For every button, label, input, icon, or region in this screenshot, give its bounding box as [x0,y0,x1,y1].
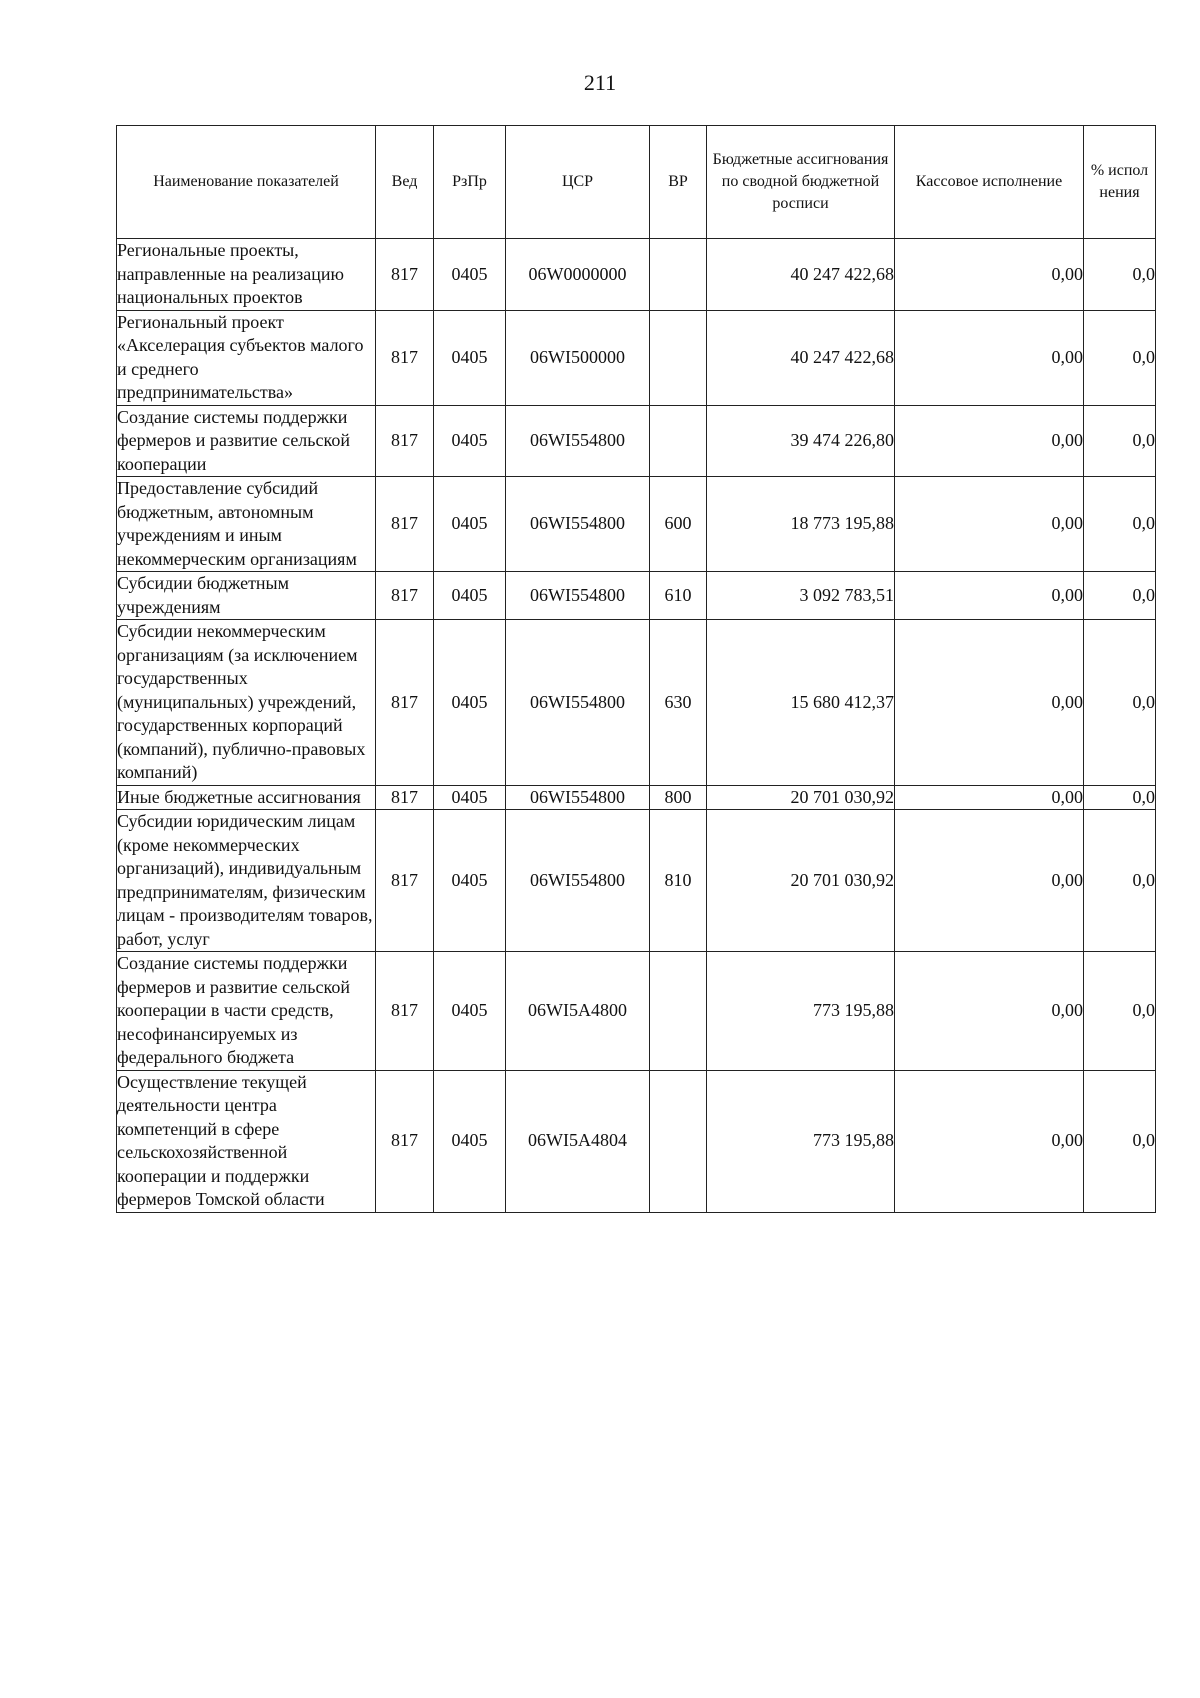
row-pct: 0,0 [1084,1070,1156,1212]
row-rzpr: 0405 [434,477,506,572]
row-name: Предоставление субсидий бюджетным, автономным учреждениям и иным некоммерческим организациям [117,477,376,572]
row-name: Региональные проекты, направленные на реализацию национальных проектов [117,239,376,311]
row-name: Создание системы поддержки фермеров и развитие сельской кооперации [117,405,376,477]
row-rzpr: 0405 [434,810,506,952]
row-csr: 06WI554800 [506,785,650,810]
row-cash: 0,00 [895,310,1084,405]
row-vr [650,310,707,405]
row-csr: 06WI554800 [506,810,650,952]
budget-table [116,125,1156,1213]
table-row [117,810,1156,952]
row-budget: 18 773 195,88 [707,477,895,572]
row-budget: 39 474 226,80 [707,405,895,477]
row-vr: 800 [650,785,707,810]
table-row [117,477,1156,572]
row-cash: 0,00 [895,620,1084,786]
table-row [117,310,1156,405]
table-header-row [117,126,1156,239]
row-budget: 20 701 030,92 [707,785,895,810]
table-row [117,405,1156,477]
row-rzpr: 0405 [434,785,506,810]
row-cash: 0,00 [895,1070,1084,1212]
row-ved: 817 [376,952,434,1071]
row-name: Создание системы поддержки фермеров и развитие сельской кооперации в части средств, несофинансируемых из федерального бюджета [117,952,376,1071]
table-row [117,239,1156,311]
row-rzpr: 0405 [434,310,506,405]
header-budget: Бюджетные ассигнования по сводной бюджетной росписи [707,126,895,239]
row-vr [650,1070,707,1212]
row-csr: 06WI554800 [506,405,650,477]
row-pct: 0,0 [1084,239,1156,311]
row-vr [650,952,707,1071]
row-ved: 817 [376,477,434,572]
row-ved: 817 [376,405,434,477]
row-vr: 610 [650,572,707,620]
header-ved: Вед [376,126,434,239]
row-budget: 3 092 783,51 [707,572,895,620]
header-csr: ЦСР [506,126,650,239]
row-vr [650,239,707,311]
row-budget: 773 195,88 [707,952,895,1071]
row-csr: 06WI554800 [506,572,650,620]
row-ved: 817 [376,620,434,786]
row-budget: 20 701 030,92 [707,810,895,952]
row-vr: 630 [650,620,707,786]
row-name: Иные бюджетные ассигнования [117,785,376,810]
table-row [117,952,1156,1071]
table-row [117,572,1156,620]
header-rzpr: РзПр [434,126,506,239]
row-ved: 817 [376,310,434,405]
row-pct: 0,0 [1084,785,1156,810]
row-csr: 06W0000000 [506,239,650,311]
row-csr: 06WI554800 [506,477,650,572]
row-csr: 06WI500000 [506,310,650,405]
row-budget: 40 247 422,68 [707,239,895,311]
row-vr [650,405,707,477]
row-cash: 0,00 [895,952,1084,1071]
header-vr: ВР [650,126,707,239]
row-pct: 0,0 [1084,620,1156,786]
row-cash: 0,00 [895,810,1084,952]
row-pct: 0,0 [1084,405,1156,477]
row-pct: 0,0 [1084,952,1156,1071]
row-vr: 600 [650,477,707,572]
row-budget: 773 195,88 [707,1070,895,1212]
page-number: 211 [583,70,617,95]
row-ved: 817 [376,810,434,952]
row-pct: 0,0 [1084,572,1156,620]
row-rzpr: 0405 [434,1070,506,1212]
row-rzpr: 0405 [434,572,506,620]
row-budget: 40 247 422,68 [707,310,895,405]
row-cash: 0,00 [895,477,1084,572]
row-pct: 0,0 [1084,810,1156,952]
row-csr: 06WI554800 [506,620,650,786]
row-name: Субсидии юридическим лицам (кроме некоммерческих организаций), индивидуальным предпринимателям, физическим лицам - производителям товаров, работ, услуг [117,810,376,952]
row-pct: 0,0 [1084,477,1156,572]
row-csr: 06WI5A4800 [506,952,650,1071]
header-pct: % испол нения [1084,126,1156,239]
row-cash: 0,00 [895,405,1084,477]
row-ved: 817 [376,1070,434,1212]
row-vr: 810 [650,810,707,952]
row-rzpr: 0405 [434,620,506,786]
row-rzpr: 0405 [434,405,506,477]
row-ved: 817 [376,785,434,810]
row-rzpr: 0405 [434,952,506,1071]
header-name: Наименование показателей [117,126,376,239]
row-pct: 0,0 [1084,310,1156,405]
row-budget: 15 680 412,37 [707,620,895,786]
row-ved: 817 [376,572,434,620]
row-ved: 817 [376,239,434,311]
row-cash: 0,00 [895,239,1084,311]
table-row [117,1070,1156,1212]
table-row [117,785,1156,810]
row-cash: 0,00 [895,785,1084,810]
row-rzpr: 0405 [434,239,506,311]
row-name: Осуществление текущей деятельности центра компетенций в сфере сельскохозяйственной кооперации и поддержки фермеров Томской области [117,1070,376,1212]
table-row [117,620,1156,786]
row-csr: 06WI5A4804 [506,1070,650,1212]
row-name: Субсидии некоммерческим организациям (за исключением государственных (муниципальных) учреждений, государственных корпораций (компаний), публично-правовых компаний) [117,620,376,786]
row-name: Субсидии бюджетным учреждениям [117,572,376,620]
row-name: Региональный проект «Акселерация субъектов малого и среднего предпринимательства» [117,310,376,405]
header-cash: Кассовое исполнение [895,126,1084,239]
row-cash: 0,00 [895,572,1084,620]
